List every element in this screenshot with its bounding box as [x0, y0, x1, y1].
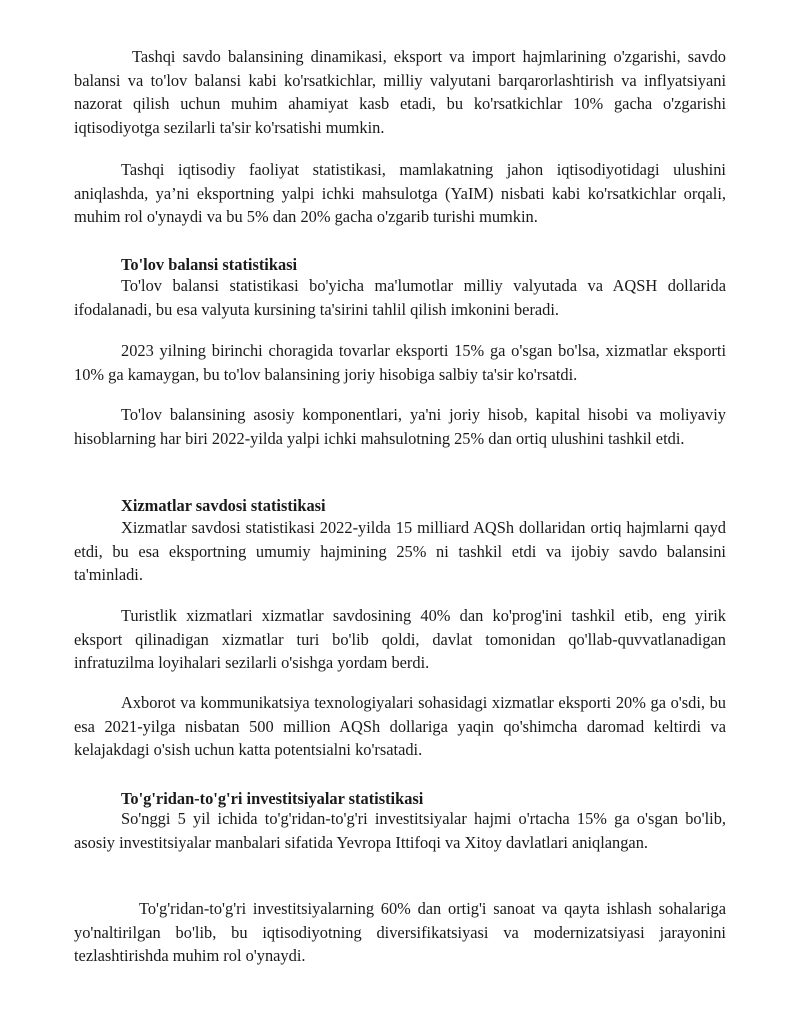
- paragraph-trade-balance: Tashqi savdo balansining dinamikasi, eksport va import hajmlarining o'zgarishi, savdo balansi va to'lov balansi kabi ko'rsatkichlar, milliy valyutani barqarorlashtirish va inflyatsiyani nazorat qilish uchun muhim ahamiyat kasb etadi, bu ko'rsatkichlar 10% gacha o'zgarishi iqtisodiyotga sezilarli ta'sir ko'rsatishi mumkin.: [74, 47, 726, 137]
- paragraph-fdi-growth: So'nggi 5 yil ichida to'g'ridan-to'g'ri investitsiyalar hajmi o'rtacha 15% ga o'sgan bo'lib, asosiy investitsiyalar manbalari sifatida Yevropa Ittifoqi va Xitoy davlatlari aniqlangan.: [74, 809, 726, 852]
- paragraph-services-2022: Xizmatlar savdosi statistikasi 2022-yilda 15 milliard AQSh dollaridan ortiq hajmlarni qayd etdi, bu esa eksportning umumiy hajmining 25% ni tashkil etdi va ijobiy savdo balansini ta'minladi.: [74, 518, 726, 584]
- paragraph-tourism-services: Turistlik xizmatlari xizmatlar savdosining 40% dan ko'prog'ini tashkil etib, eng yirik eksport qilinadigan xizmatlar turi bo'lib qoldi, davlat tomonidan qo'llab-quvvatlanadigan infratuzilma loyihalari sezilarli o'sishga yordam berdi.: [74, 606, 726, 672]
- heading-balance-of-payments: To'lov balansi statistikasi: [121, 255, 298, 274]
- paragraph-fdi-sectors: To'g'ridan-to'g'ri investitsiyalarning 60% dan ortig'i sanoat va qayta ishlash sohalariga yo'naltirilgan bo'lib, bu iqtisodiyotning diversifikatsiyasi va modernizatsiyasi jarayonini tezlashtirishda muhim rol o'ynaydi.: [74, 899, 726, 965]
- paragraph-foreign-economic-activity: Tashqi iqtisodiy faoliyat statistikasi, mamlakatning jahon iqtisodiyotidagi ulushini aniqlashda, ya’ni eksportning yalpi ichki mahsulotga (YaIM) nisbati kabi ko'rsatkichlar orqali, muhim rol o'ynaydi va bu 5% dan 20% gacha o'zgarib turishi mumkin.: [74, 160, 726, 226]
- paragraph-bop-currency: To'lov balansi statistikasi bo'yicha ma'lumotlar milliy valyutada va AQSH dollarida ifodalanadi, bu esa valyuta kursining ta'sirini tahlil qilish imkonini beradi.: [74, 276, 726, 319]
- paragraph-ict-services: Axborot va kommunikatsiya texnologiyalari sohasidagi xizmatlar eksporti 20% ga o'sdi, bu esa 2021-yilga nisbatan 500 million AQSh dollariga yaqin qo'shimcha daromad keltirdi va kelajakdagi o'sish uchun katta potentsialni ko'rsatadi.: [74, 693, 726, 759]
- paragraph-bop-2023-exports: 2023 yilning birinchi choragida tovarlar eksporti 15% ga o'sgan bo'lsa, xizmatlar eksporti 10% ga kamaygan, bu to'lov balansining joriy hisobiga salbiy ta'sir ko'rsatdi.: [74, 341, 726, 384]
- heading-direct-investment: To'g'ridan-to'g'ri investitsiyalar statistikasi: [121, 789, 424, 808]
- paragraph-bop-components: To'lov balansining asosiy komponentlari, ya'ni joriy hisob, kapital hisobi va moliyaviy hisoblarning har biri 2022-yilda yalpi ichki mahsulotning 25% dan ortiq ulushini tashkil etdi.: [74, 405, 726, 448]
- heading-services-trade: Xizmatlar savdosi statistikasi: [121, 496, 326, 515]
